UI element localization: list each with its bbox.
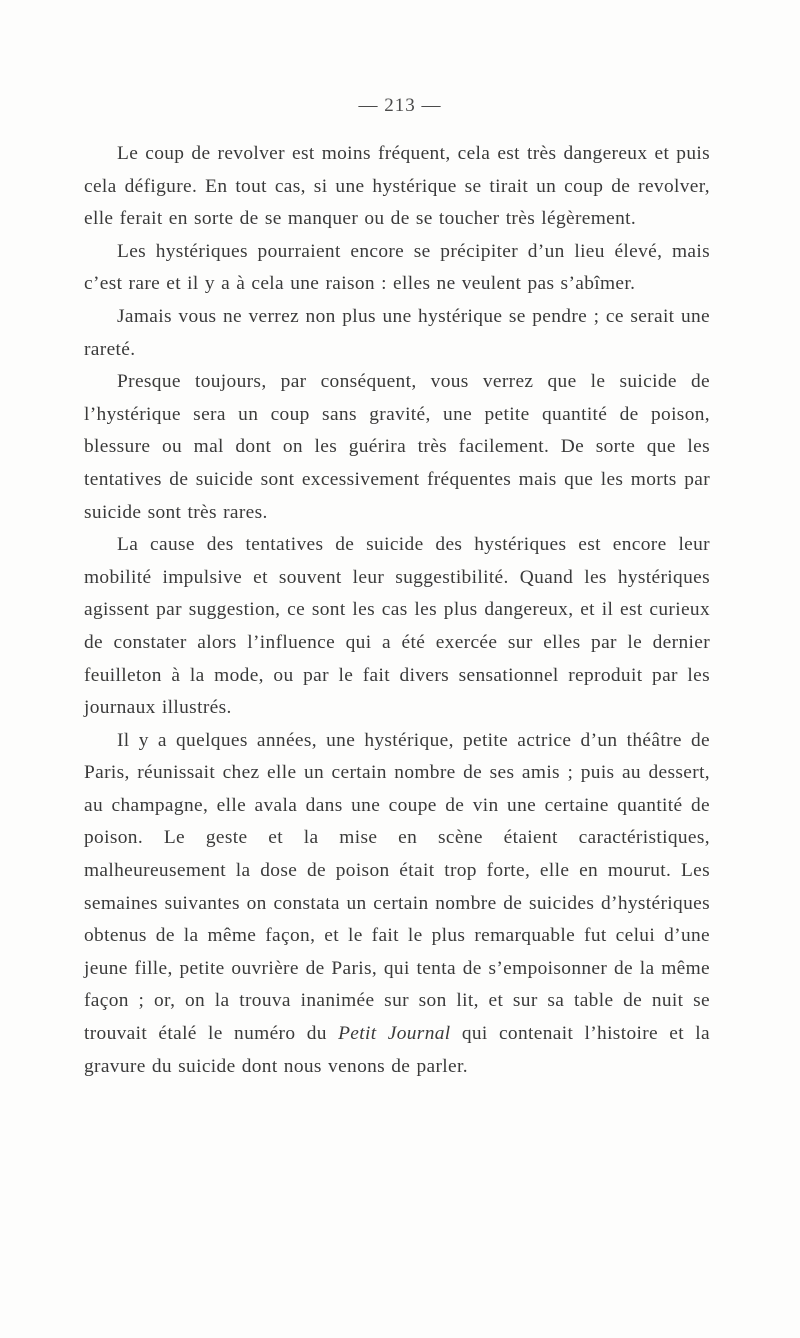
- paragraph-2: Les hystériques pourraient encore se précipiter d’un lieu élevé, mais c’est rare et il y a à cela une raison : elles ne veulent pas s’abîmer.: [84, 240, 710, 295]
- paragraph-4: Presque toujours, par conséquent, vous verrez que le suicide de l’hystérique sera un coup sans gravité, une petite quantité de poison, blessure ou mal dont on les guérira très facilement. De sorte que les tentatives de suicide sont excessivement fréquentes mais que les morts par suicide sont très rares.: [84, 371, 710, 523]
- paragraph-1: Le coup de revolver est moins fréquent, cela est très dangereux et puis cela défigure. En tout cas, si une hystérique se tirait un coup de revolver, elle ferait en sorte de se manquer ou de se toucher très légèrement.: [84, 143, 710, 230]
- paragraph-3: Jamais vous ne verrez non plus une hystérique se pendre ; ce serait une rareté.: [84, 305, 710, 360]
- paragraph-6-text-before: Il y a quelques années, une hystérique, petite actrice d’un théâtre de Paris, réunissait chez elle un certain nombre de ses amis ; puis au dessert, au champagne, elle avala dans une coupe de vin une certaine quantité de poison. Le geste et la mise en scène étaient caractéristiques, malheureusement la dose de poison était trop forte, elle en mourut. Les semaines suivantes on constata un certain nombre de suicides d’hystériques obtenus de la même façon, et le fait le plus remarquable fut celui d’une jeune fille, petite ouvrière de Paris, qui tenta de s’empoisonner de la même façon ; or, on la trouva inanimée sur son lit, et sur sa table de nuit se trouvait étalé le numéro du: [84, 729, 710, 1045]
- paragraph-6-text-after: qui contenait l’histoire et la gravure du suicide dont nous venons de parler.: [84, 1023, 710, 1077]
- paragraph-6: [84, 725, 710, 1084]
- page-number: — 213 —: [358, 95, 442, 116]
- body-text: [84, 138, 710, 1083]
- newspaper-title: Petit Journal: [338, 1023, 451, 1045]
- paragraph-5: La cause des tentatives de suicide des hystériques est encore leur mobilité impulsive et souvent leur suggestibilité. Quand les hystériques agissent par suggestion, ce sont les cas les plus dangereux, et il est curieux de constater alors l’influence qui a été exercée sur elles par le dernier feuilleton à la mode, ou par le fait divers sensationnel reproduit par les journaux illustrés.: [84, 534, 710, 719]
